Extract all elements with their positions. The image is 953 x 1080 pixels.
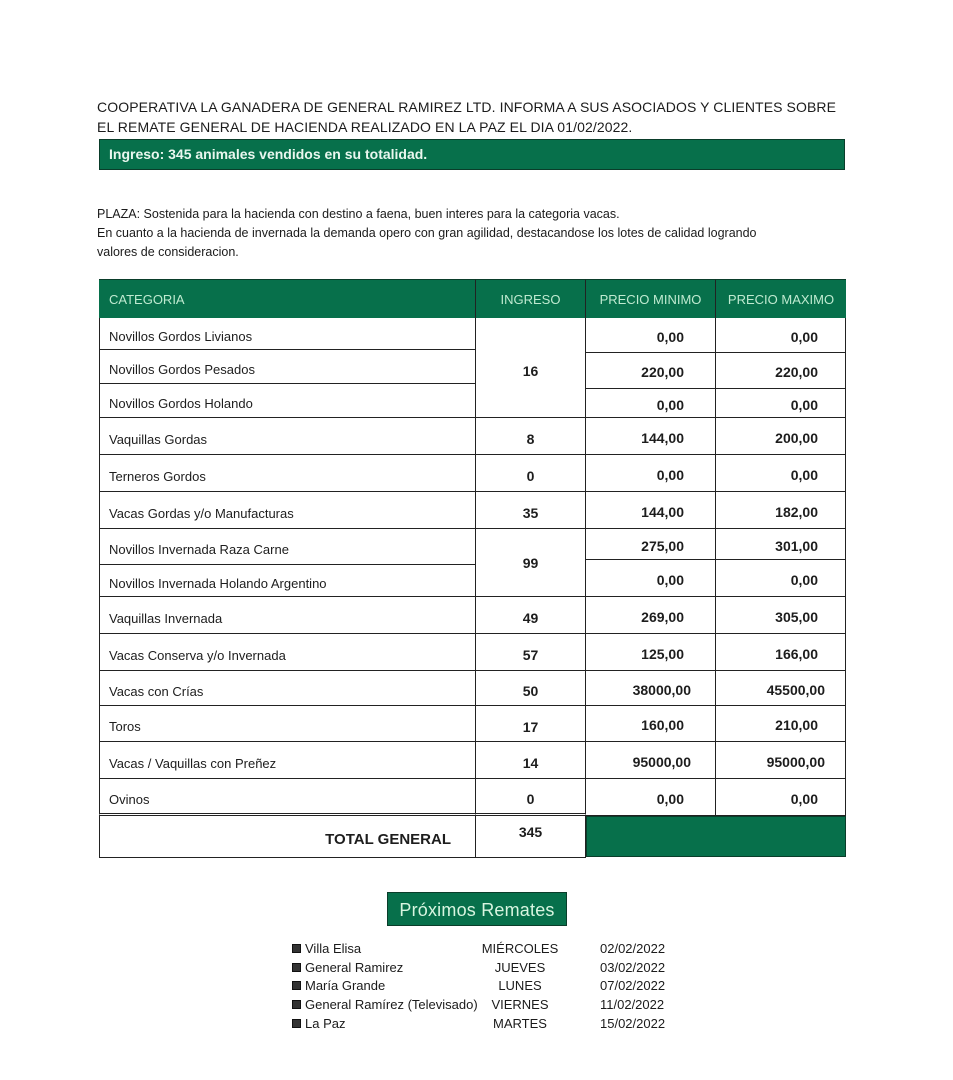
remate-lugar: Villa Elisa	[305, 941, 362, 956]
proximo-remate-item	[292, 976, 692, 995]
table-row-categoria: Novillos Gordos Livianos	[99, 318, 476, 350]
precio-minimo-cell: 125,00	[586, 634, 716, 671]
remate-lugar: María Grande	[305, 978, 386, 993]
precio-maximo-cell: 0,00	[716, 318, 846, 353]
remate-dia: LUNES	[498, 978, 542, 993]
precio-maximo-cell: 301,00	[716, 529, 846, 560]
precio-minimo-cell: 0,00	[586, 318, 716, 353]
proximo-remate-item	[292, 995, 692, 1014]
precio-minimo-cell: 0,00	[586, 779, 716, 816]
ingreso-cell: 17	[476, 706, 586, 742]
precio-maximo-cell: 166,00	[716, 634, 846, 671]
plaza-line-1: PLAZA: Sostenida para la hacienda con destino a faena, buen interes para la categoria vacas.	[97, 207, 620, 221]
plaza-text	[97, 205, 857, 262]
precio-minimo-cell: 269,00	[586, 597, 716, 634]
ingreso-cell: 57	[476, 634, 586, 671]
precio-minimo-cell: 0,00	[586, 560, 716, 597]
remate-fecha: 15/02/2022	[600, 1016, 666, 1031]
proximo-remate-item	[292, 1014, 692, 1033]
table-row-categoria: Terneros Gordos	[99, 455, 476, 492]
precio-minimo-cell: 38000,00	[586, 671, 716, 706]
remate-lugar: La Paz	[305, 1016, 346, 1031]
total-ingreso: 345	[476, 816, 586, 858]
intro-line-1: COOPERATIVA LA GANADERA DE GENERAL RAMIREZ LTD. INFORMA A SUS ASOCIADOS Y CLIENTES SOBRE	[97, 99, 837, 115]
header-precio-maximo: PRECIO MAXIMO	[716, 279, 846, 318]
proximos-remates-title: Próximos Remates	[387, 892, 567, 926]
table-row-categoria: Novillos Invernada Raza Carne	[99, 529, 476, 565]
ingreso-banner: Ingreso: 345 animales vendidos en su totalidad.	[99, 139, 845, 170]
precio-maximo-cell: 200,00	[716, 418, 846, 455]
remate-lugar: General Ramirez	[305, 960, 404, 975]
precio-maximo-cell: 0,00	[716, 455, 846, 492]
total-green-block	[586, 816, 846, 857]
remate-dia: MARTES	[493, 1016, 547, 1031]
square-bullet-icon	[292, 963, 301, 972]
table-row-categoria: Vacas / Vaquillas con Preñez	[99, 742, 476, 779]
intro-text	[97, 97, 857, 137]
intro-line-2: EL REMATE GENERAL DE HACIENDA REALIZADO EN LA PAZ EL DIA 01/02/2022.	[97, 119, 633, 135]
remate-dia: MIÉRCOLES	[481, 941, 559, 956]
remate-fecha: 02/02/2022	[600, 941, 666, 956]
remate-dia: JUEVES	[494, 960, 546, 975]
prices-table	[99, 279, 846, 858]
precio-minimo-cell: 0,00	[586, 389, 716, 418]
precio-minimo-cell: 144,00	[586, 418, 716, 455]
table-row-categoria: Vaquillas Invernada	[99, 597, 476, 634]
precio-maximo-cell: 182,00	[716, 492, 846, 529]
remate-fecha: 07/02/2022	[600, 978, 666, 993]
remate-fecha: 11/02/2022	[600, 997, 665, 1012]
precio-minimo-cell: 275,00	[586, 529, 716, 560]
ingreso-cell: 50	[476, 671, 586, 706]
precio-maximo-cell: 210,00	[716, 706, 846, 742]
table-row-categoria: Toros	[99, 706, 476, 742]
ingreso-cell: 8	[476, 418, 586, 455]
ingreso-cell: 14	[476, 742, 586, 779]
ingreso-cell: 49	[476, 597, 586, 634]
proximo-remate-item	[292, 939, 692, 958]
table-row-categoria: Vaquillas Gordas	[99, 418, 476, 455]
ingreso-cell: 0	[476, 779, 586, 816]
table-row-categoria: Novillos Gordos Pesados	[99, 350, 476, 384]
precio-maximo-cell: 305,00	[716, 597, 846, 634]
proximo-remate-item	[292, 958, 692, 977]
precio-minimo-cell: 144,00	[586, 492, 716, 529]
ingreso-novillos-gordos: 16	[476, 318, 586, 418]
table-row-categoria: Vacas con Crías	[99, 671, 476, 706]
header-ingreso: INGRESO	[476, 279, 586, 318]
header-categoria: CATEGORIA	[99, 279, 476, 318]
ingreso-cell: 0	[476, 455, 586, 492]
square-bullet-icon	[292, 1000, 301, 1009]
plaza-line-3: valores de consideracion.	[97, 245, 239, 259]
square-bullet-icon	[292, 1019, 301, 1028]
ingreso-cell: 35	[476, 492, 586, 529]
precio-minimo-cell: 160,00	[586, 706, 716, 742]
precio-minimo-cell: 0,00	[586, 455, 716, 492]
precio-minimo-cell: 220,00	[586, 353, 716, 389]
remate-dia: VIERNES	[491, 997, 549, 1012]
precio-maximo-cell: 0,00	[716, 779, 846, 816]
table-row-categoria: Novillos Gordos Holando	[99, 384, 476, 418]
plaza-line-2: En cuanto a la hacienda de invernada la demanda opero con gran agilidad, destacandose los lotes de calidad logrando	[97, 226, 757, 240]
table-row-categoria: Novillos Invernada Holando Argentino	[99, 565, 476, 597]
ingreso-novillos-invernada: 99	[476, 529, 586, 597]
precio-minimo-cell: 95000,00	[586, 742, 716, 779]
precio-maximo-cell: 0,00	[716, 560, 846, 597]
total-label: TOTAL GENERAL	[99, 816, 476, 858]
precio-maximo-cell: 220,00	[716, 353, 846, 389]
table-row-categoria: Vacas Conserva y/o Invernada	[99, 634, 476, 671]
precio-maximo-cell: 45500,00	[716, 671, 846, 706]
table-row-categoria: Vacas Gordas y/o Manufacturas	[99, 492, 476, 529]
table-row-categoria: Ovinos	[99, 779, 476, 816]
remate-fecha: 03/02/2022	[600, 960, 666, 975]
header-precio-minimo: PRECIO MINIMO	[586, 279, 716, 318]
remate-lugar: General Ramírez (Televisado)	[305, 997, 478, 1012]
precio-maximo-cell: 0,00	[716, 389, 846, 418]
square-bullet-icon	[292, 981, 301, 990]
square-bullet-icon	[292, 944, 301, 953]
precio-maximo-cell: 95000,00	[716, 742, 846, 779]
